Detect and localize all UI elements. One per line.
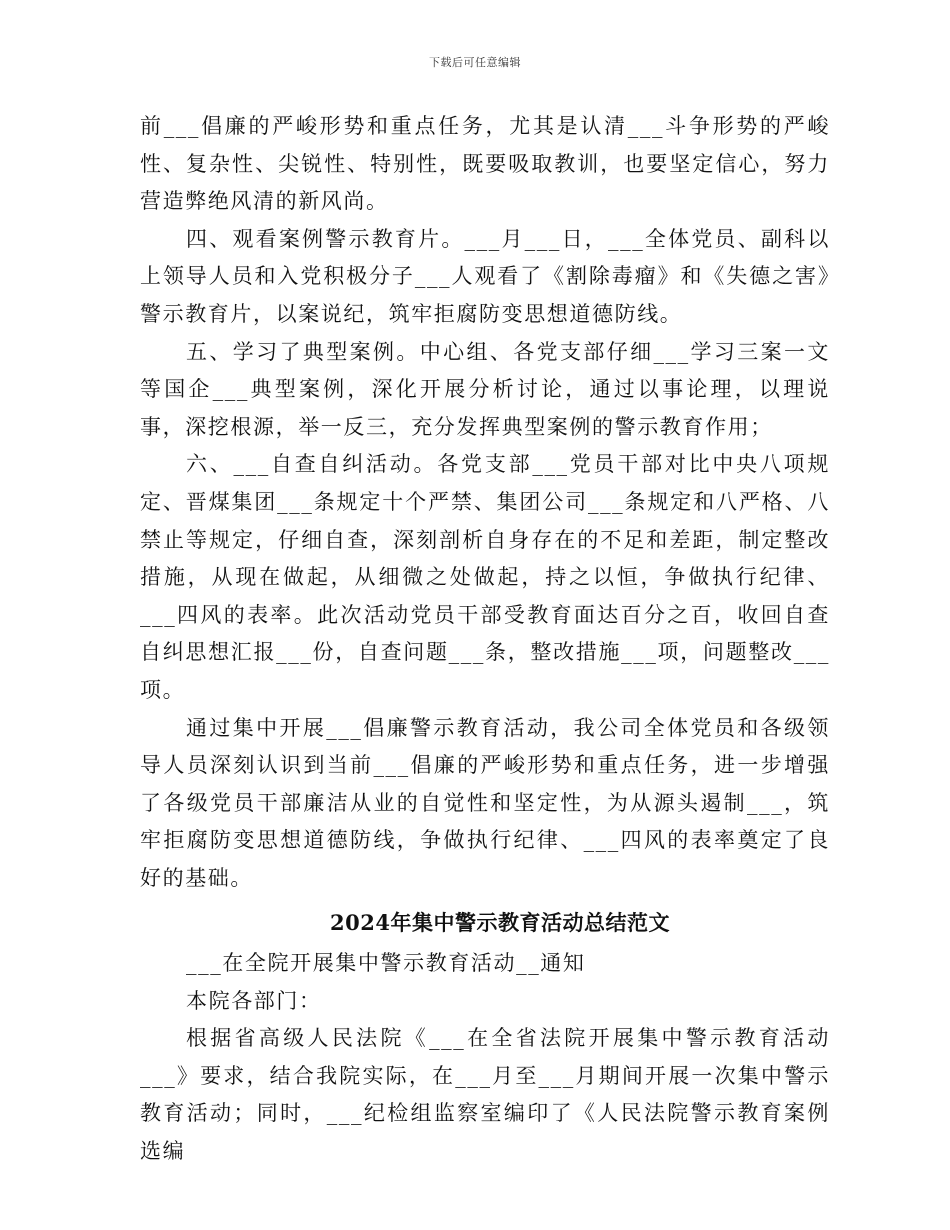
document-body: [140, 108, 830, 1171]
page-header: 下载后可任意编辑: [429, 56, 521, 69]
paragraph-conclusion: 通过集中开展___倡廉警示教育活动，我公司全体党员和各级领导人员深刻认识到当前___倡廉的严峻形势和重点任务，进一步增强了各级党员干部廉洁从业的自觉性和坚定性，为从源头遏制___，筑牢拒腐防变思想道德防线，争做执行纪律、___四风的表率奠定了良好的基础。: [140, 715, 830, 890]
paragraph-section-4: 四、观看案例警示教育片。___月___日，___全体党员、副科以上领导人员和入党积极分子___人观看了《割除毒瘤》和《失德之害》警示教育片，以案说纪，筑牢拒腐防变思想道德防线。: [140, 226, 830, 326]
paragraph-continuation: 前___倡廉的严峻形势和重点任务，尤其是认清___斗争形势的严峻性、复杂性、尖锐性、特别性，既要吸取教训，也要坚定信心，努力营造弊绝风清的新风尚。: [140, 114, 830, 214]
notice-body: 根据省高级人民法院《___在全省法院开展集中警示教育活动___》要求，结合我院实际，在___月至___月期间开展一次集中警示教育活动；同时，___纪检组监察室编印了《人民法院警示教育案例选编: [140, 1026, 830, 1164]
salutation: 本院各部门：: [186, 988, 322, 1013]
paragraph-section-6: 六、___自查自纠活动。各党支部___党员干部对比中央八项规定、晋煤集团___条规定十个严禁、集团公司___条规定和八严格、八禁止等规定，仔细自查，深刻剖析自身存在的不足和差距，制定整改措施，从现在做起，从细微之处做起，持之以恒，争做执行纪律、___四风的表率。此次活动党员干部受教育面达百分之百，收回自查自纠思想汇报___份，自查问题___条，整改措施___项，问题整改___项。: [140, 452, 830, 702]
section-title: 2024年集中警示教育活动总结范文: [330, 910, 670, 936]
paragraph-section-5: 五、学习了典型案例。中心组、各党支部仔细___学习三案一文等国企___典型案例，深化开展分析讨论，通过以事论理，以理说事，深挖根源，举一反三，充分发挥典型案例的警示教育作用；: [140, 339, 830, 439]
notice-title-line: ___在全院开展集中警示教育活动__通知: [186, 951, 586, 976]
